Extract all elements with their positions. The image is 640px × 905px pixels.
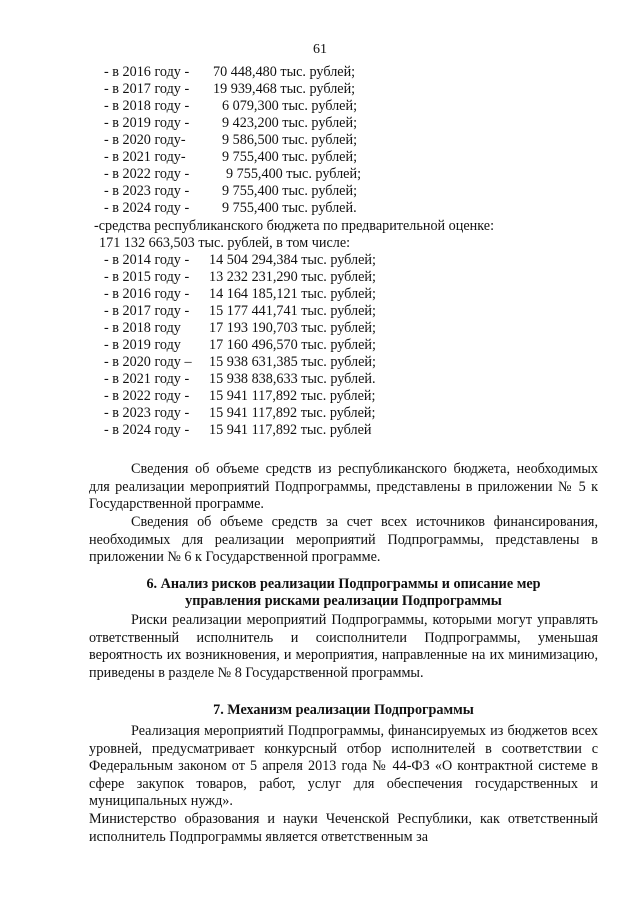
year-label: - в 2014 году - xyxy=(104,252,190,268)
year-label: - в 2021 году - xyxy=(104,371,190,387)
amount-value: 17 193 190,703 тыс. рублей; xyxy=(209,320,376,336)
page-number: 61 xyxy=(313,42,327,57)
amount-value: 15 941 117,892 тыс. рублей; xyxy=(209,405,376,421)
amount-value: 70 448,480 тыс. рублей; xyxy=(213,64,356,80)
year-label: - в 2024 году - xyxy=(104,422,190,438)
year-label: - в 2019 году xyxy=(104,337,181,353)
year-label: - в 2020 году- xyxy=(104,132,186,148)
amount-value: 17 160 496,570 тыс. рублей; xyxy=(209,337,376,353)
year-label: - в 2024 году - xyxy=(104,200,190,216)
amount-value: 15 941 117,892 тыс. рублей; xyxy=(209,388,376,404)
year-label: - в 2017 году - xyxy=(104,81,190,97)
section-7-title: 7. Механизм реализации Подпрограммы xyxy=(213,702,474,718)
amount-value: 9 755,400 тыс. рублей; xyxy=(222,149,358,165)
year-label: - в 2022 году - xyxy=(104,388,190,404)
section-6-title-line-1: 6. Анализ рисков реализации Подпрограммы и описание мер xyxy=(146,576,541,592)
year-label: - в 2023 году - xyxy=(104,405,190,421)
republic-budget-total: 171 132 663,503 тыс. рублей, в том числе: xyxy=(99,235,351,251)
year-label: - в 2020 году – xyxy=(104,354,192,370)
year-label: - в 2017 году - xyxy=(104,303,190,319)
amount-value: 15 938 631,385 тыс. рублей; xyxy=(209,354,376,370)
year-label: - в 2022 году - xyxy=(104,166,190,182)
year-label: - в 2016 году - xyxy=(104,64,190,80)
year-label: - в 2015 году - xyxy=(104,269,190,285)
amount-value: 9 423,200 тыс. рублей; xyxy=(222,115,358,131)
amount-value: 15 938 838,633 тыс. рублей. xyxy=(209,371,376,387)
amount-value: 9 755,400 тыс. рублей; xyxy=(226,166,362,182)
amount-value: 14 164 185,121 тыс. рублей; xyxy=(209,286,376,302)
amount-value: 15 177 441,741 тыс. рублей; xyxy=(209,303,376,319)
year-label: - в 2019 году - xyxy=(104,115,190,131)
republic-budget-intro: -средства республиканского бюджета по предварительной оценке: xyxy=(94,218,495,234)
section-7-text-continued: Министерство образования и науки Чеченской Республики, как ответственный исполнитель Подпрограммы является ответственным за xyxy=(89,811,598,845)
year-label: - в 2023 году - xyxy=(104,183,190,199)
amount-value: 19 939,468 тыс. рублей; xyxy=(213,81,356,97)
year-label: - в 2021 году- xyxy=(104,149,186,165)
year-label: - в 2016 году - xyxy=(104,286,190,302)
section-6-text: Риски реализации мероприятий Подпрограммы, которыми могут управлять ответственный исполнитель и соисполнители Подпрограммы, уменьшая вероятность их возникновения, и мероприятия, направленные на их минимизацию, приведены в разделе № 8 Государственной программы. xyxy=(89,612,598,681)
all-sources-paragraph: Сведения об объеме средств за счет всех источников финансирования, необходимых для реализации мероприятий Подпрограммы, представлены в приложении № 6 к Государственной программе. xyxy=(89,514,598,565)
amount-value: 13 232 231,290 тыс. рублей; xyxy=(209,269,376,285)
year-label: - в 2018 году xyxy=(104,320,181,336)
amount-value: 9 755,400 тыс. рублей. xyxy=(222,200,357,216)
section-6-title-line-2: управления рисками реализации Подпрограммы xyxy=(185,593,502,609)
year-label: - в 2018 году - xyxy=(104,98,190,114)
amount-value: 6 079,300 тыс. рублей; xyxy=(222,98,358,114)
amount-value: 14 504 294,384 тыс. рублей; xyxy=(209,252,376,268)
amount-value: 9 586,500 тыс. рублей; xyxy=(222,132,358,148)
budget-info-paragraph: Сведения об объеме средств из республиканского бюджета, необходимых для реализации мероприятий Подпрограммы, представлены в приложении № 5 к Государственной программе. xyxy=(89,461,598,512)
amount-value: 9 755,400 тыс. рублей; xyxy=(222,183,358,199)
amount-value: 15 941 117,892 тыс. рублей xyxy=(209,422,372,438)
section-7-text: Реализация мероприятий Подпрограммы, финансируемых из бюджетов всех уровней, предусматривает конкурсный отбор исполнителей в соответствии с Федеральным законом от 5 апреля 2013 года № 44-ФЗ «О контрактной системе в сфере закупок товаров, работ, услуг для обеспечения государственных и муниципальных нужд». xyxy=(89,723,598,809)
